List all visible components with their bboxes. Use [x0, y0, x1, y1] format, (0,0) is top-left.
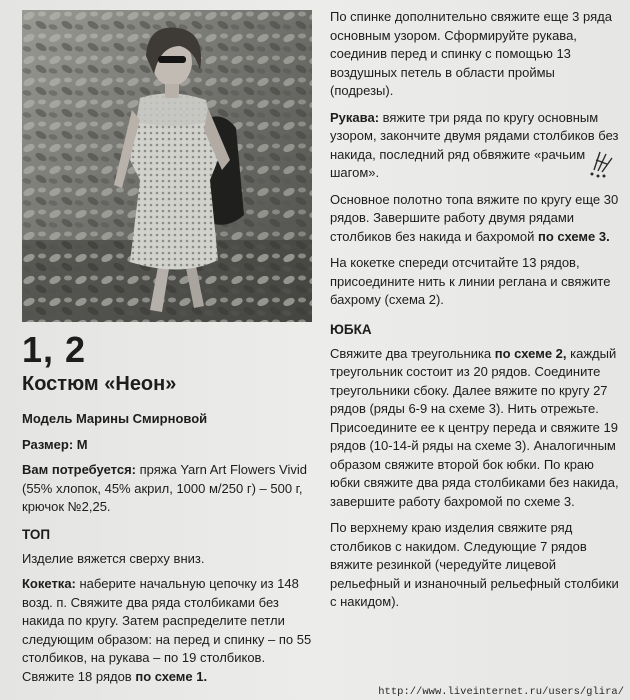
materials-text: пряжа Yarn Art Flowers Vivid (55% хлопок, 45% акрил, 1000 м/250 г) – 500 г, крючок №2,25. [22, 462, 307, 514]
yoke-text: наберите начальную цепочку из 148 возд. п. Свяжите два ряда столбиками без накида по кругу. Затем распределите петли следующим образом: на перед и спинку – по 55 столбиков, на рукава – по 19 столбиков. Свяжите 18 рядов [22, 576, 312, 684]
yoke-paragraph [22, 575, 314, 686]
main-body-text: Основное полотно топа вяжите по кругу еще 30 рядов. Завершите работу двумя рядами столбиков без накида и бахромой [330, 191, 619, 244]
designer-credit: Модель Марины Смирновой [22, 411, 208, 426]
size-line [22, 436, 314, 455]
left-column [22, 330, 314, 693]
size-value: М [76, 436, 88, 452]
main-body-scheme: по схеме 3. [538, 228, 610, 244]
fringe-paragraph: На кокетке спереди отсчитайте 13 рядов, присоедините нить к линии реглана и свяжите бахрому (схема 2). [330, 255, 611, 307]
skirt-text-a: Свяжите два треугольника [330, 345, 492, 361]
sleeves-paragraph [330, 109, 620, 183]
right-column [330, 8, 620, 620]
size-label: Размер: [22, 436, 74, 452]
skirt-heading: ЮБКА [330, 321, 372, 337]
top-heading: ТОП [22, 526, 51, 542]
model-photo [22, 10, 312, 322]
yoke-scheme: по схеме 1. [135, 668, 208, 684]
top-intro: Изделие вяжется сверху вниз. [22, 550, 205, 566]
sleeves-label: Рукава: [330, 109, 380, 125]
back-paragraph: По спинке дополнительно свяжите еще 3 ряда основным узором. Сформируйте рукава, соединив перед и спинку с помощью 13 воздушных петель в области проймы (подрезы). [330, 9, 612, 98]
sleeves-text: вяжите три ряда по кругу основным узором, закончите двумя рядами столбиков без накида, последний ряд обвяжите «рачьим шагом». [330, 109, 619, 180]
materials-paragraph [22, 461, 314, 517]
yoke-label: Кокетка: [22, 576, 76, 591]
model-number: 1, 2 [22, 329, 87, 370]
article-title: Костюм «Неон» [22, 373, 177, 395]
skirt-paragraph-2: По верхнему краю изделия свяжите ряд столбиков с накидом. Следующие 7 рядов вяжите резинкой (чередуйте лицевой рельефный и изнаночный рельефный столбики с накидом). [330, 520, 619, 609]
crochet-symbol-icon [586, 140, 622, 180]
main-body-paragraph [330, 191, 620, 247]
source-watermark: http://www.liveinternet.ru/users/glira/ [378, 686, 624, 698]
skirt-scheme: по схеме 2, [494, 345, 567, 361]
skirt-paragraph-1 [330, 345, 620, 512]
materials-label: Вам потребуется: [22, 462, 136, 477]
skirt-text-b: каждый треугольник состоит из 20 рядов. Соедините треугольники сбоку. Далее вяжите по кругу 27 рядов (ряды 6-9 на схеме 3). Нить отрежьте. Присоедините ее к центру переда и свяжите 19 рядов (10-14-й ряды на схеме 3). Аналогичным образом свяжите второй бок юбки. По краю юбки свяжите два ряда столбиками без накида, завершите работу бахромой по схеме 3. [330, 345, 619, 509]
